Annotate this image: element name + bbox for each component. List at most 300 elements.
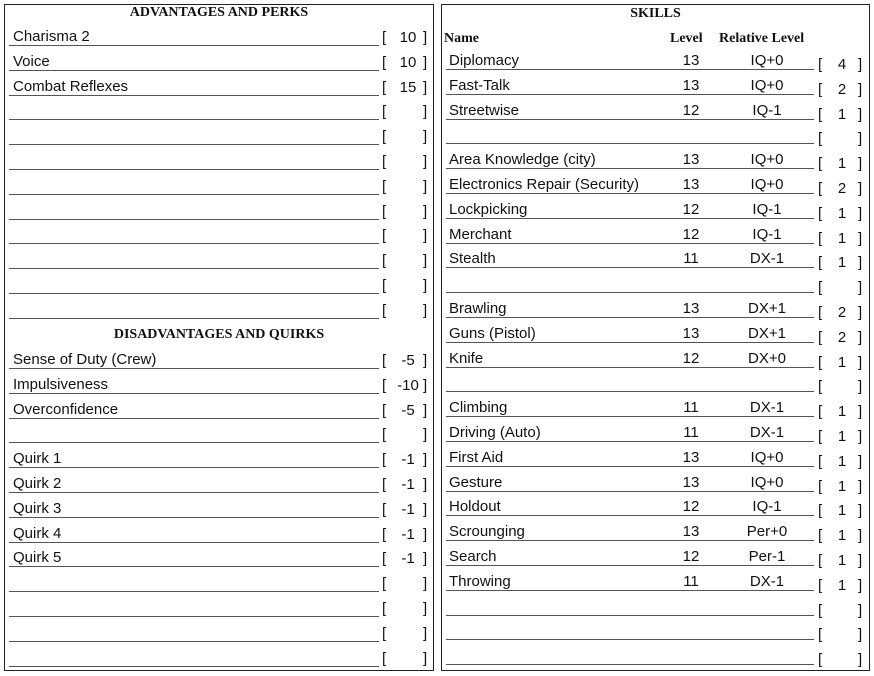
bracket-close: ] [423,500,428,518]
skill-name: Gesture [449,473,503,491]
entry-line [9,641,379,642]
skill-name: Scrounging [449,523,525,541]
bracket-close: ] [423,426,428,444]
advantage-row[interactable] [5,24,433,48]
bracket-open: [ [818,502,823,520]
skill-relative-level: IQ+0 [750,52,784,69]
bracket-open: [ [818,105,823,123]
bracket-open: [ [382,277,387,294]
advantage-row[interactable] [5,148,433,172]
entry-line [9,219,379,220]
disadvantage-row[interactable] [5,397,433,421]
skill-relative-level: IQ+0 [750,151,784,169]
disadvantage-name: Quirk 2 [13,475,62,492]
bracket-open: [ [818,353,823,371]
entry-line [446,292,814,293]
bracket-open: [ [818,279,823,297]
entry-line [9,70,379,71]
skill-name: Fast-Talk [449,76,510,94]
bracket-close: ] [423,252,428,270]
advantage-name: Charisma 2 [13,28,90,45]
skill-level: 13 [682,176,700,193]
bracket-open: [ [818,626,823,644]
skill-relative-level: DX-1 [749,250,785,268]
skill-name: Diplomacy [449,52,520,69]
skill-row[interactable] [442,519,869,543]
entry-line [9,318,379,319]
bracket-close: ] [423,277,428,294]
skills-header-relative-level: Relative Level [719,31,805,46]
skill-relative-level: IQ-1 [752,101,782,119]
disadvantage-name: Quirk 3 [13,499,62,517]
skill-name: Throwing [449,572,511,590]
entry-line [446,69,814,70]
skill-name: Electronics Repair (Security) [449,176,640,193]
bracket-open: [ [818,378,823,396]
skill-name: Streetwise [449,101,520,119]
bracket-close: ] [858,56,863,73]
bracket-open: [ [818,428,823,445]
skill-relative-level: IQ+0 [750,473,784,491]
entry-line [446,168,814,169]
bracket-close: ] [858,279,863,297]
bracket-open: [ [818,552,823,569]
disadvantage-name: Sense of Duty (Crew) [13,351,157,368]
entry-line [9,45,379,46]
skill-level: 11 [683,250,699,268]
bracket-open: [ [818,576,823,594]
skill-relative-level: DX+0 [748,349,786,367]
bracket-open: [ [382,29,387,46]
bracket-open: [ [818,155,823,173]
bracket-close: ] [858,353,863,371]
skill-points: 2 [837,304,847,321]
entry-line [9,243,379,244]
entry-line [446,441,814,442]
disadvantage-row[interactable] [5,545,433,569]
entry-line [446,243,814,244]
bracket-close: ] [423,53,428,71]
entry-line [446,367,814,368]
skill-points: 1 [837,477,847,495]
bracket-close: ] [858,527,863,545]
skill-row[interactable] [442,321,869,345]
entry-line [446,94,814,95]
bracket-close: ] [423,476,428,493]
skill-level: 11 [683,572,699,590]
disadvantage-points: -1 [401,451,415,469]
advantage-row[interactable] [5,123,433,147]
entry-line [446,615,814,616]
skill-points: 1 [837,105,847,123]
skill-name: Merchant [449,225,512,243]
bracket-close: ] [423,575,428,593]
skill-points: 1 [837,353,847,371]
disadvantage-row[interactable] [5,496,433,520]
bracket-open: [ [382,153,387,170]
bracket-close: ] [858,477,863,495]
disadvantage-points: -5 [401,401,415,419]
disadvantage-points: -1 [401,500,415,518]
bracket-close: ] [858,180,863,197]
bracket-close: ] [423,128,428,146]
skill-row[interactable] [442,445,869,469]
bracket-close: ] [423,202,428,220]
bracket-close: ] [858,155,863,173]
advantage-points: 15 [399,78,417,96]
entry-line [9,418,379,419]
bracket-close: ] [423,624,428,642]
skill-row[interactable] [442,197,869,221]
skill-name: Brawling [449,300,507,317]
bracket-open: [ [382,600,387,617]
bracket-close: ] [423,103,428,121]
bracket-close: ] [423,153,428,170]
skill-row[interactable] [442,271,869,295]
skill-level: 13 [682,151,700,169]
entry-line [9,467,379,468]
entry-line [9,169,379,170]
entry-line [9,616,379,617]
entry-line [446,193,814,194]
disadvantage-row[interactable] [5,645,433,669]
skill-row[interactable] [442,370,869,394]
bracket-open: [ [382,103,387,121]
advantage-points: 10 [399,53,417,71]
disadvantage-points: -1 [401,525,415,543]
bracket-open: [ [818,452,823,470]
entry-line [9,268,379,269]
skill-relative-level: DX-1 [749,399,785,417]
skill-name: Knife [449,349,484,367]
bracket-close: ] [423,78,428,96]
skill-name: Search [449,548,497,565]
bracket-close: ] [858,601,863,619]
entry-line [446,317,814,318]
disadvantage-row[interactable] [5,595,433,619]
bracket-open: [ [382,476,387,493]
entry-line [9,566,379,567]
disadvantage-points: -10 [397,376,419,394]
bracket-open: [ [818,204,823,222]
entry-line [446,664,814,665]
bracket-close: ] [423,177,428,195]
skill-relative-level: IQ-1 [752,498,782,516]
skill-row[interactable] [442,544,869,568]
skill-row[interactable] [442,172,869,196]
disadvantage-row[interactable] [5,372,433,396]
skill-points: 4 [837,56,847,73]
disadvantage-points: -1 [401,476,415,493]
advantage-row[interactable] [5,74,433,98]
bracket-open: [ [382,575,387,593]
bracket-open: [ [818,477,823,495]
skill-row[interactable] [442,147,869,171]
disadvantage-row[interactable] [5,347,433,371]
skill-name: Stealth [449,250,496,268]
disadvantage-name: Overconfidence [13,400,119,418]
bracket-open: [ [818,130,823,148]
entry-line [446,491,814,492]
bracket-close: ] [423,301,428,319]
bracket-open: [ [382,227,387,245]
skill-level: 12 [682,498,700,516]
bracket-open: [ [382,202,387,220]
skill-level: 13 [682,324,700,342]
skill-level: 11 [683,424,699,441]
advantages-title: ADVANTAGES AND PERKS [129,5,309,20]
disadvantage-points: -5 [401,352,415,369]
bracket-open: [ [818,328,823,346]
advantage-row[interactable] [5,98,433,122]
skill-level: 12 [682,548,700,565]
bracket-open: [ [382,550,387,568]
advantage-row[interactable] [5,49,433,73]
skill-points: 2 [837,328,847,346]
skill-points: 1 [837,204,847,222]
advantage-row[interactable] [5,247,433,271]
disadvantage-name: Quirk 4 [13,524,62,542]
bracket-open: [ [382,401,387,419]
entry-line [446,267,814,268]
entry-line [9,542,379,543]
advantage-name: Combat Reflexes [13,77,129,95]
skill-points: 1 [837,452,847,470]
disadvantage-points: -1 [401,550,415,568]
bracket-open: [ [382,525,387,543]
bracket-close: ] [858,403,863,421]
skill-points: 1 [837,254,847,272]
entry-line [9,442,379,443]
bracket-open: [ [818,80,823,98]
skill-points: 2 [837,80,847,98]
skill-level: 13 [682,300,700,317]
bracket-close: ] [423,401,428,419]
advantage-points: 10 [399,29,417,46]
bracket-close: ] [858,378,863,396]
skill-relative-level: IQ+0 [750,76,784,94]
skill-level: 11 [683,399,699,417]
skill-points: 1 [837,527,847,545]
skill-row[interactable] [442,569,869,593]
disadvantage-row[interactable] [5,471,433,495]
entry-line [446,639,814,640]
entry-line [446,590,814,591]
skills-header-name: Name [444,31,479,46]
skill-relative-level: DX+1 [748,300,786,317]
bracket-open: [ [818,403,823,421]
skill-level: 13 [682,52,700,69]
disadvantage-row[interactable] [5,421,433,445]
bracket-close: ] [858,328,863,346]
bracket-close: ] [423,550,428,568]
bracket-open: [ [382,376,387,394]
skills-header-level: Level [670,31,703,46]
bracket-close: ] [858,105,863,123]
bracket-open: [ [382,426,387,444]
entry-line [9,393,379,394]
disadvantage-name: Impulsiveness [13,375,109,393]
skill-level: 12 [682,349,700,367]
disadvantage-name: Quirk 5 [13,549,62,567]
skill-relative-level: Per-1 [748,548,786,565]
skill-row[interactable] [442,122,869,146]
advantage-row[interactable] [5,198,433,222]
skill-relative-level: DX+1 [748,324,786,342]
bracket-open: [ [818,180,823,197]
entry-line [446,119,814,120]
skill-points: 1 [837,403,847,421]
bracket-open: [ [382,177,387,195]
advantage-row[interactable] [5,173,433,197]
skill-row[interactable] [442,643,869,667]
bracket-open: [ [382,451,387,469]
skill-row[interactable] [442,296,869,320]
entry-line [446,515,814,516]
entry-line [9,95,379,96]
skill-relative-level: IQ+0 [750,448,784,466]
bracket-open: [ [382,624,387,642]
skill-relative-level: DX-1 [749,572,785,590]
entry-line [9,119,379,120]
skill-row[interactable] [442,420,869,444]
skill-relative-level: IQ+0 [750,176,784,193]
skill-row[interactable] [442,346,869,370]
disadvantage-row[interactable] [5,620,433,644]
entry-line [446,540,814,541]
skill-relative-level: Per+0 [746,523,788,541]
entry-line [9,591,379,592]
skill-level: 12 [682,200,700,218]
bracket-close: ] [858,204,863,222]
skill-row[interactable] [442,48,869,72]
skill-name: Guns (Pistol) [449,324,536,342]
skills-title: SKILLS [630,6,681,21]
skill-points: 2 [837,180,847,197]
skill-name: First Aid [449,448,504,466]
advantage-row[interactable] [5,222,433,246]
skill-row[interactable] [442,395,869,419]
bracket-close: ] [858,254,863,272]
bracket-open: [ [818,527,823,545]
entry-line [9,293,379,294]
skill-row[interactable] [442,98,869,122]
bracket-open: [ [382,252,387,270]
disadvantage-row[interactable] [5,570,433,594]
entry-line [446,218,814,219]
bracket-open: [ [818,56,823,73]
entry-line [446,342,814,343]
disadvantages-title: DISADVANTAGES AND QUIRKS [113,327,325,342]
skill-points: 1 [837,428,847,445]
skill-points: 1 [837,576,847,594]
entry-line [446,391,814,392]
bracket-close: ] [423,451,428,469]
skill-name: Lockpicking [449,200,528,218]
bracket-open: [ [382,128,387,146]
disadvantage-name: Quirk 1 [13,450,62,468]
skill-row[interactable] [442,618,869,642]
entry-line [446,416,814,417]
advantages-disadvantages-panel [4,4,434,671]
advantage-row[interactable] [5,297,433,321]
skill-row[interactable] [442,470,869,494]
skill-level: 12 [682,101,700,119]
bracket-close: ] [858,552,863,569]
bracket-close: ] [423,525,428,543]
bracket-open: [ [818,229,823,247]
bracket-close: ] [858,502,863,520]
bracket-close: ] [858,576,863,594]
entry-line [446,466,814,467]
skill-row[interactable] [442,594,869,618]
bracket-open: [ [818,651,823,669]
bracket-close: ] [423,649,428,667]
bracket-close: ] [423,227,428,245]
skill-row[interactable] [442,494,869,518]
skill-level: 12 [682,225,700,243]
skill-points: 1 [837,229,847,247]
disadvantage-row[interactable] [5,446,433,470]
bracket-close: ] [858,304,863,321]
skill-level: 13 [682,76,700,94]
bracket-close: ] [423,600,428,617]
bracket-close: ] [858,651,863,669]
skill-relative-level: DX-1 [749,424,785,441]
bracket-close: ] [858,80,863,98]
bracket-open: [ [382,53,387,71]
skill-row[interactable] [442,246,869,270]
skill-name: Holdout [449,498,501,516]
entry-line [446,143,814,144]
bracket-open: [ [382,500,387,518]
entry-line [9,368,379,369]
bracket-close: ] [858,428,863,445]
skill-name: Driving (Auto) [449,424,541,441]
skill-level: 13 [682,473,700,491]
bracket-open: [ [382,352,387,369]
entry-line [9,666,379,667]
bracket-open: [ [382,649,387,667]
skill-points: 1 [837,552,847,569]
skill-relative-level: IQ-1 [752,225,782,243]
skill-level: 13 [682,448,700,466]
disadvantage-row[interactable] [5,521,433,545]
advantage-name: Voice [13,52,50,70]
bracket-open: [ [382,301,387,319]
skill-row[interactable] [442,73,869,97]
bracket-open: [ [818,601,823,619]
entry-line [9,517,379,518]
bracket-close: ] [423,376,428,394]
skills-panel [441,4,870,671]
entry-line [9,194,379,195]
entry-line [446,565,814,566]
bracket-open: [ [382,78,387,96]
bracket-close: ] [858,452,863,470]
skill-points: 1 [837,502,847,520]
skill-name: Climbing [449,399,508,417]
advantage-row[interactable] [5,272,433,296]
bracket-close: ] [423,352,428,369]
bracket-open: [ [818,304,823,321]
bracket-close: ] [858,130,863,148]
entry-line [9,492,379,493]
skill-row[interactable] [442,222,869,246]
skill-points: 1 [837,155,847,173]
skill-level: 13 [682,523,700,541]
bracket-close: ] [858,229,863,247]
